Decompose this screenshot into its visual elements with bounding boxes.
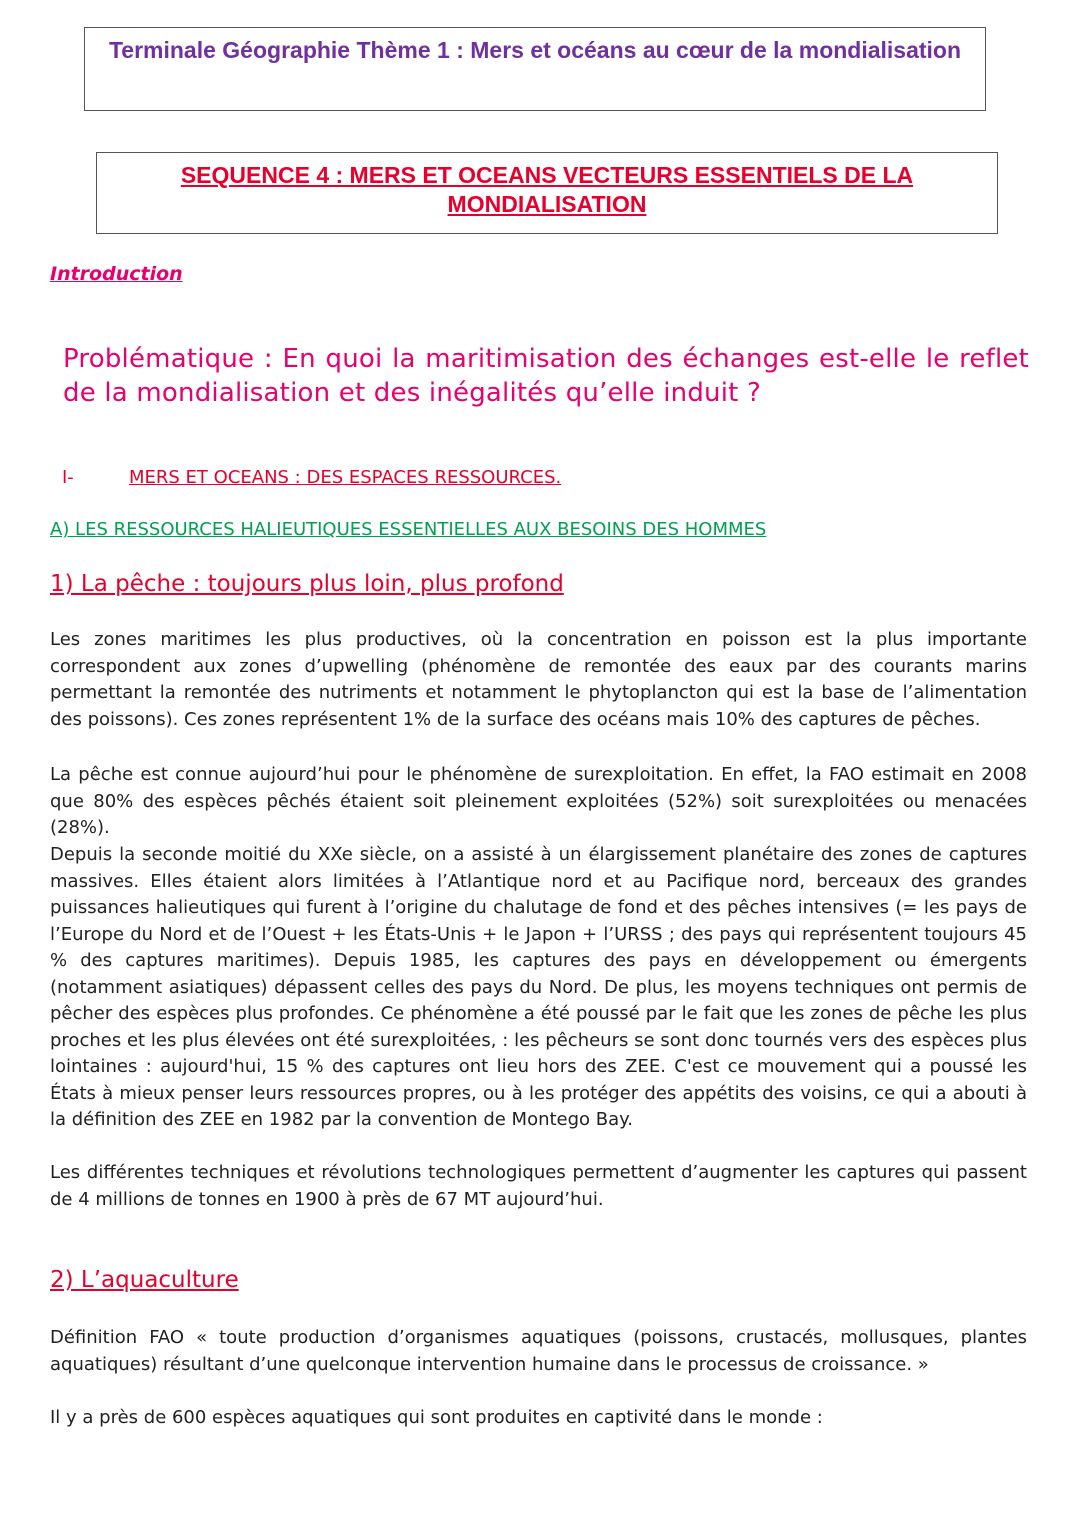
paragraph-elargissement: Depuis la seconde moitié du XXe siècle, on a assisté à un élargissement planétaire des zones de captures massives. Elles étaient alors limitées à l’Atlantique nord et au Pacifique nord, berceaux des grandes puissances halieutiques qui furent à l’origine du chalutage de fond et des pêches intensives (= les pays de l’Europe du Nord et de l’Ouest + les États-Unis + le Japon + l’URSS ; des pays qui représentent toujours 45 % des captures maritimes). Depuis 1985, les captures des pays en développement ou émergents (notamment asiatiques) dépassent celles des pays du Nord. De plus, les moyens techniques ont permis de pêcher des espèces plus profondes. Ce phénomène a été poussé par le fait que les zones de pêche les plus proches et les plus élevées ont été surexploitées, : les pêcheurs se sont donc tournés vers des espèces plus lointaines : aujourd'hui, 15 % des captures ont lieu hors des ZEE. C'est ce mouvement qui a poussé les États à mieux penser leurs ressources propres, ou à les protéger des appétits des voisins, ce qui a abouti à la définition des ZEE en 1982 par la convention de Montego Bay. <box>50 844 1027 1130</box>
section-title: MERS ET OCEANS : DES ESPACES RESSOURCES. <box>129 467 562 488</box>
sequence-title: SEQUENCE 4 : MERS ET OCEANS VECTEURS ESSENTIELS DE LA MONDIALISATION <box>180 162 914 217</box>
paragraph-surexploitation: La pêche est connue aujourd’hui pour le phénomène de surexploitation. En effet, la FAO estimait en 2008 que 80% des espèces pêchés étaient soit pleinement exploitées (52%) soit surexploitées ou menacées (28%). <box>50 764 1027 838</box>
paragraph-especes-captivite: Il y a près de 600 espèces aquatiques qui sont produites en captivité dans le monde : <box>50 1407 823 1428</box>
paragraph-definition-fao: Définition FAO « toute production d’organismes aquatiques (poissons, crustacés, mollusques, plantes aquatiques) résultant d’une quelconque intervention humaine dans le processus de croissance. » <box>50 1327 1027 1375</box>
sequence-title-box <box>96 152 998 234</box>
document-title-box <box>84 27 986 111</box>
aquaculture-heading: 2) L’aquaculture <box>50 1267 239 1293</box>
section-number: I- <box>62 467 74 488</box>
document-title: Terminale Géographie Thème 1 : Mers et océans au cœur de la mondialisation <box>108 37 962 63</box>
problematique: Problématique : En quoi la maritimisation des échanges est-elle le reflet de la mondialisation et des inégalités qu’elle induit ? <box>63 344 1029 408</box>
peche-heading: 1) La pêche : toujours plus loin, plus profond <box>50 571 564 597</box>
introduction-heading: Introduction <box>50 263 183 285</box>
paragraph-captures: Les différentes techniques et révolutions technologiques permettent d’augmenter les captures qui passent de 4 millions de tonnes en 1900 à près de 67 MT aujourd’hui. <box>50 1162 1027 1210</box>
paragraph-upwelling: Les zones maritimes les plus productives, où la concentration en poisson est la plus importante correspondent aux zones d’upwelling (phénomène de remontée des eaux par des courants marins permettant la remontée des nutriments et notamment le phytoplancton qui est la base de l’alimentation des poissons). Ces zones représentent 1% de la surface des océans mais 10% des captures de pêches. <box>50 629 1027 730</box>
subsection-a-title: A) LES RESSOURCES HALIEUTIQUES ESSENTIELLES AUX BESOINS DES HOMMES <box>50 519 767 540</box>
